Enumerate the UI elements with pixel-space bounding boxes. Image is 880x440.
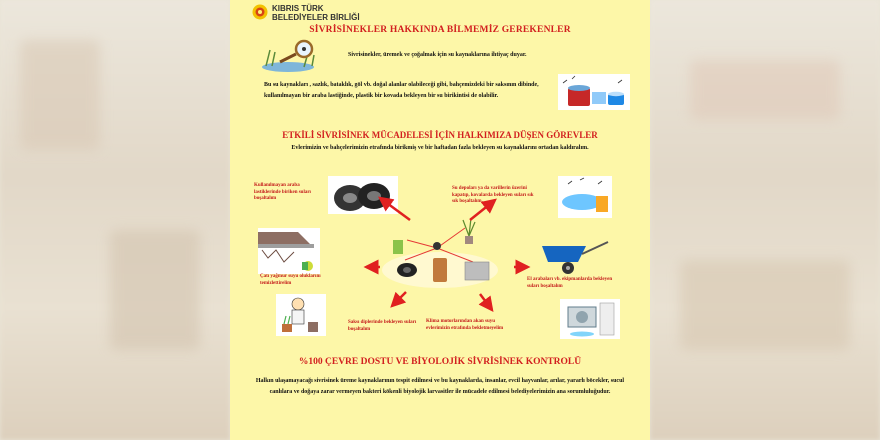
caption-tires: Kullanılmayan araba lastiklerinde biriken suları boşaltalım bbox=[254, 183, 311, 201]
poster bbox=[230, 0, 650, 440]
caption-cover-containers: Su depoları ya da varillerin üzerini kapatıp, kovalarda bekleyen suları sık sık boşaltalım. bbox=[452, 186, 534, 204]
buckets-illustration bbox=[558, 74, 630, 110]
caption-wheelbarrow: El arabaları vb. ekipmanlarda bekleyen suları boşaltalım bbox=[527, 277, 613, 289]
caption-ac: Klima motorlarından akan suyu evlerimizin etrafında bekletmeyelim bbox=[426, 319, 504, 331]
caption-gutter: Çatı yağmur suyu oluklarını temizlettirelim bbox=[260, 274, 321, 286]
arrow-to-pots bbox=[392, 292, 406, 306]
ac-unit-illustration bbox=[560, 299, 620, 339]
arrow-to-containers bbox=[470, 200, 495, 220]
section-3-body: Halkın ulaşamayacağı sivrisinek üreme kaynaklarının tespit edilmesi ve bu kaynaklarda, insanlar, evcil hayvanlar, arılar, yararlı böcekler, sucul canlılara ve doğaya zarar vermeyen bakteri kökenli biyolojik larvasitler ile mücadele edilmesi belediyelerimizin ana sorumluluğudur. bbox=[255, 378, 625, 395]
section-2-title: ETKİLİ SİVRİSİNEK MÜCADELESİ İÇİN HALKIMIZA DÜŞEN GÖREVLER bbox=[282, 130, 598, 140]
section-3-title: %100 ÇEVRE DOSTU VE BİYOLOJİK SİVRİSİNEK KONTROLÜ bbox=[298, 357, 582, 367]
organization-name bbox=[272, 4, 392, 22]
background-blur-shape bbox=[110, 230, 200, 350]
section-2-intro: Evlerimizin ve bahçelerimizin etrafında birikmiş ve bir haftadan fazla bekleyen su kaynaklarını ortadan kaldıralım. bbox=[291, 145, 589, 151]
background-blur-shape bbox=[690, 60, 840, 120]
gardener-pots-illustration bbox=[276, 294, 326, 336]
section-1-sources-text: Bu su kaynakları , sazlık, bataklık, göl vb. doğal alanlar olabileceği gibi, bahçemizdeki bir saksının dibinde, kullanılmayan bir araba lastiğinde, plastik bir kovada bekleyen bir su birikintisi de olabilir. bbox=[264, 82, 539, 99]
background-blur-shape bbox=[680, 260, 850, 350]
background-blur-shape bbox=[20, 40, 100, 150]
section-1-title: SİVRİSİNEKLER HAKKINDA BİLMEMİZ GEREKENLER bbox=[309, 25, 571, 35]
org-line-1: KIBRIS TÜRK bbox=[272, 4, 324, 13]
union-logo-icon bbox=[252, 4, 268, 20]
org-line-2: BELEDİYELER BİRLİĞİ bbox=[272, 13, 360, 22]
magnifier-puddle-illustration bbox=[260, 38, 324, 74]
arrow-to-tires bbox=[380, 198, 410, 220]
section-1-intro: Sivrisinekler, üremek ve çoğalmak için su kaynaklarına ihtiyaç duyar. bbox=[348, 52, 527, 58]
caption-pots: Saksı diplerinde bekleyen suları boşaltalım bbox=[348, 320, 417, 332]
gutter-illustration bbox=[258, 228, 320, 274]
arrow-to-ac bbox=[480, 294, 492, 310]
wheelbarrow-illustration bbox=[538, 236, 610, 276]
